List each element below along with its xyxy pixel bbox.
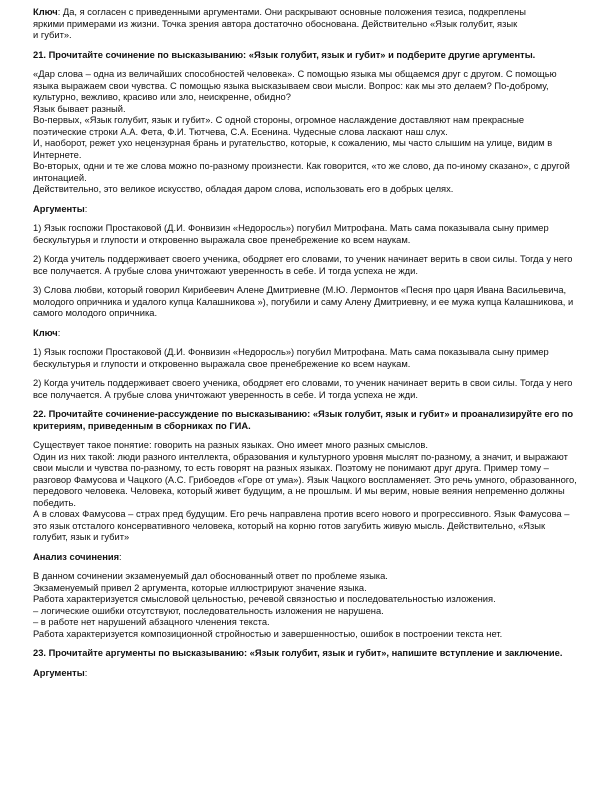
key-label-21: Ключ:	[33, 327, 61, 338]
key-text-line-3: и губит».	[33, 30, 72, 40]
arguments-label-23: Аргументы:	[33, 667, 88, 678]
key-label: Ключ	[33, 7, 58, 17]
analysis-line: – логические ошибки отсутствуют, последовательность изложения не нарушена.	[33, 605, 384, 616]
analysis-line: Экзаменуемый привел 2 аргумента, которые иллюстрируют значение языка.	[33, 582, 367, 593]
essay-paragraph: Существует такое понятие: говорить на разных языках. Оно имеет много разных смыслов.	[33, 440, 428, 450]
analysis-line: – в работе нет нарушений абзацного членения текста.	[33, 617, 270, 627]
essay-paragraph: Действительно, это великое искусство, обладая даром слова, использовать его в добрых целях.	[33, 184, 454, 194]
task-22-heading: 22. Прочитайте сочинение-рассуждение по высказыванию: «Язык голубит, язык и губит» и проанализируйте его по критериям, приведенным в сборниках по ГИА.	[33, 409, 574, 431]
task-23-heading: 23. Прочитайте аргументы по высказыванию: «Язык голубит, язык и губит», напишите вступление и заключение.	[33, 648, 563, 658]
essay-paragraph: Во-вторых, одни и те же слова можно по-разному произнести. Как говорится, «то же слово, да по-иному сказано», с другой интонацией.	[33, 161, 570, 183]
analysis-line: В данном сочинении экзаменуемый дал обоснованный ответ по проблеме языка.	[33, 571, 388, 581]
task-21-heading: 21. Прочитайте сочинение по высказыванию: «Язык голубит, язык и губит» и подберите другие аргументы.	[33, 49, 536, 60]
argument-item: 1) Язык госпожи Простаковой (Д.И. Фонвизин «Недоросль») погубил Митрофана. Мать сама показывала сыну пример бескультурья и глупости и откровенно выражала свое пренебрежение ко всем наукам.	[33, 223, 549, 245]
task-21-essay	[33, 69, 580, 196]
essay-paragraph: И, наоборот, режет ухо нецензурная брань и ругательство, которые, к сожалению, мы часто слышим на улице, видим в Интернете.	[33, 138, 553, 160]
key-item: 1) Язык госпожи Простаковой (Д.И. Фонвизин «Недоросль») погубил Митрофана. Мать сама показывала сыну пример бескультурья и глупости и откровенно выражала свое пренебрежение ко всем наукам.	[33, 347, 549, 369]
key-paragraph	[33, 7, 580, 42]
key-item: 2) Когда учитель поддерживает своего ученика, ободряет его словами, то ученик начинает верить в свои силы. Тогда у него все получается. А грубые слова уничтожают уверенность в себе. И тогда успеха не жди.	[33, 378, 573, 400]
key-text-line-1: : Да, я согласен с приведенными аргументами. Они раскрывают основные положения тезиса, подкреплены	[57, 7, 526, 17]
arguments-label-21: Аргументы:	[33, 203, 88, 214]
essay-paragraph: Во-первых, «Язык голубит, язык и губит». С одной стороны, огромное наслаждение доставляют нам прекрасные поэтические строки А.А. Фета, Ф.И. Тютчева, С.А. Есенина. Чудесные слова ласкают наш слух.	[33, 115, 525, 137]
key-text-line-2: яркими примерами из жизни. Точка зрения автора достаточно обоснована. Действительно «Язык голубит, язык	[33, 18, 518, 29]
analysis-line: Работа характеризуется смысловой цельностью, речевой связностью и последовательностью изложения.	[33, 594, 496, 604]
essay-paragraph: Один из них такой: люди разного интеллекта, образования и культурного уровня мыслят по-разному, а значит, и выражают свои мысли и чувства по-разному, то есть говорят на разных языках. Поэтому не понимают друг друга. Пример тому – разговор Фамусова и Чацкого (А.С. Грибоедов «Горе от ума»). Язык Чацкого воспламеняет. Это речь умного, образованного, передового человека. Человека, который живет будущим, а не прошлым. И мы верим, новые веяния непременно должны победить.	[33, 451, 577, 508]
essay-paragraph: Язык бывает разный.	[33, 103, 126, 114]
argument-item: 3) Слова любви, который говорил Кирибеевич Алене Дмитриевне (М.Ю. Лермонтов «Песня про царя Ивана Васильевича, молодого опричника и удалого купца Калашникова »), погубили и саму Алену Дмитриевну, и ее мужа купца Калашникова, и самого молодого опричника.	[33, 285, 574, 318]
essay-paragraph: «Дар слова – одна из величайших способностей человека». С помощью языка мы общаемся друг с другом. С помощью языка выражаем свои чувства. С помощью языка высказываем свои мысли. Вопрос: как мы это делаем? По-доброму, культурно, вежливо, красиво или зло, неискренне, обидно?	[33, 69, 557, 102]
essay-paragraph: А в словах Фамусова – страх пред будущим. Его речь направлена против всего нового и прогрессивного. Язык Фамусова – это язык отсталого консервативного человека, который на корню готов загубить живую мысль. Действительно, «Язык голубит, язык и губит»	[33, 509, 570, 542]
analysis-label: Анализ сочинения:	[33, 551, 122, 562]
argument-item: 2) Когда учитель поддерживает своего ученика, ободряет его словами, то ученик начинает верить в свои силы. Тогда у него все получается. А грубые слова уничтожают уверенность в себе. И тогда успеха не жди.	[33, 254, 573, 276]
analysis-line: Работа характеризуется композиционной стройностью и завершенностью, ошибок в построении текста нет.	[33, 628, 503, 639]
